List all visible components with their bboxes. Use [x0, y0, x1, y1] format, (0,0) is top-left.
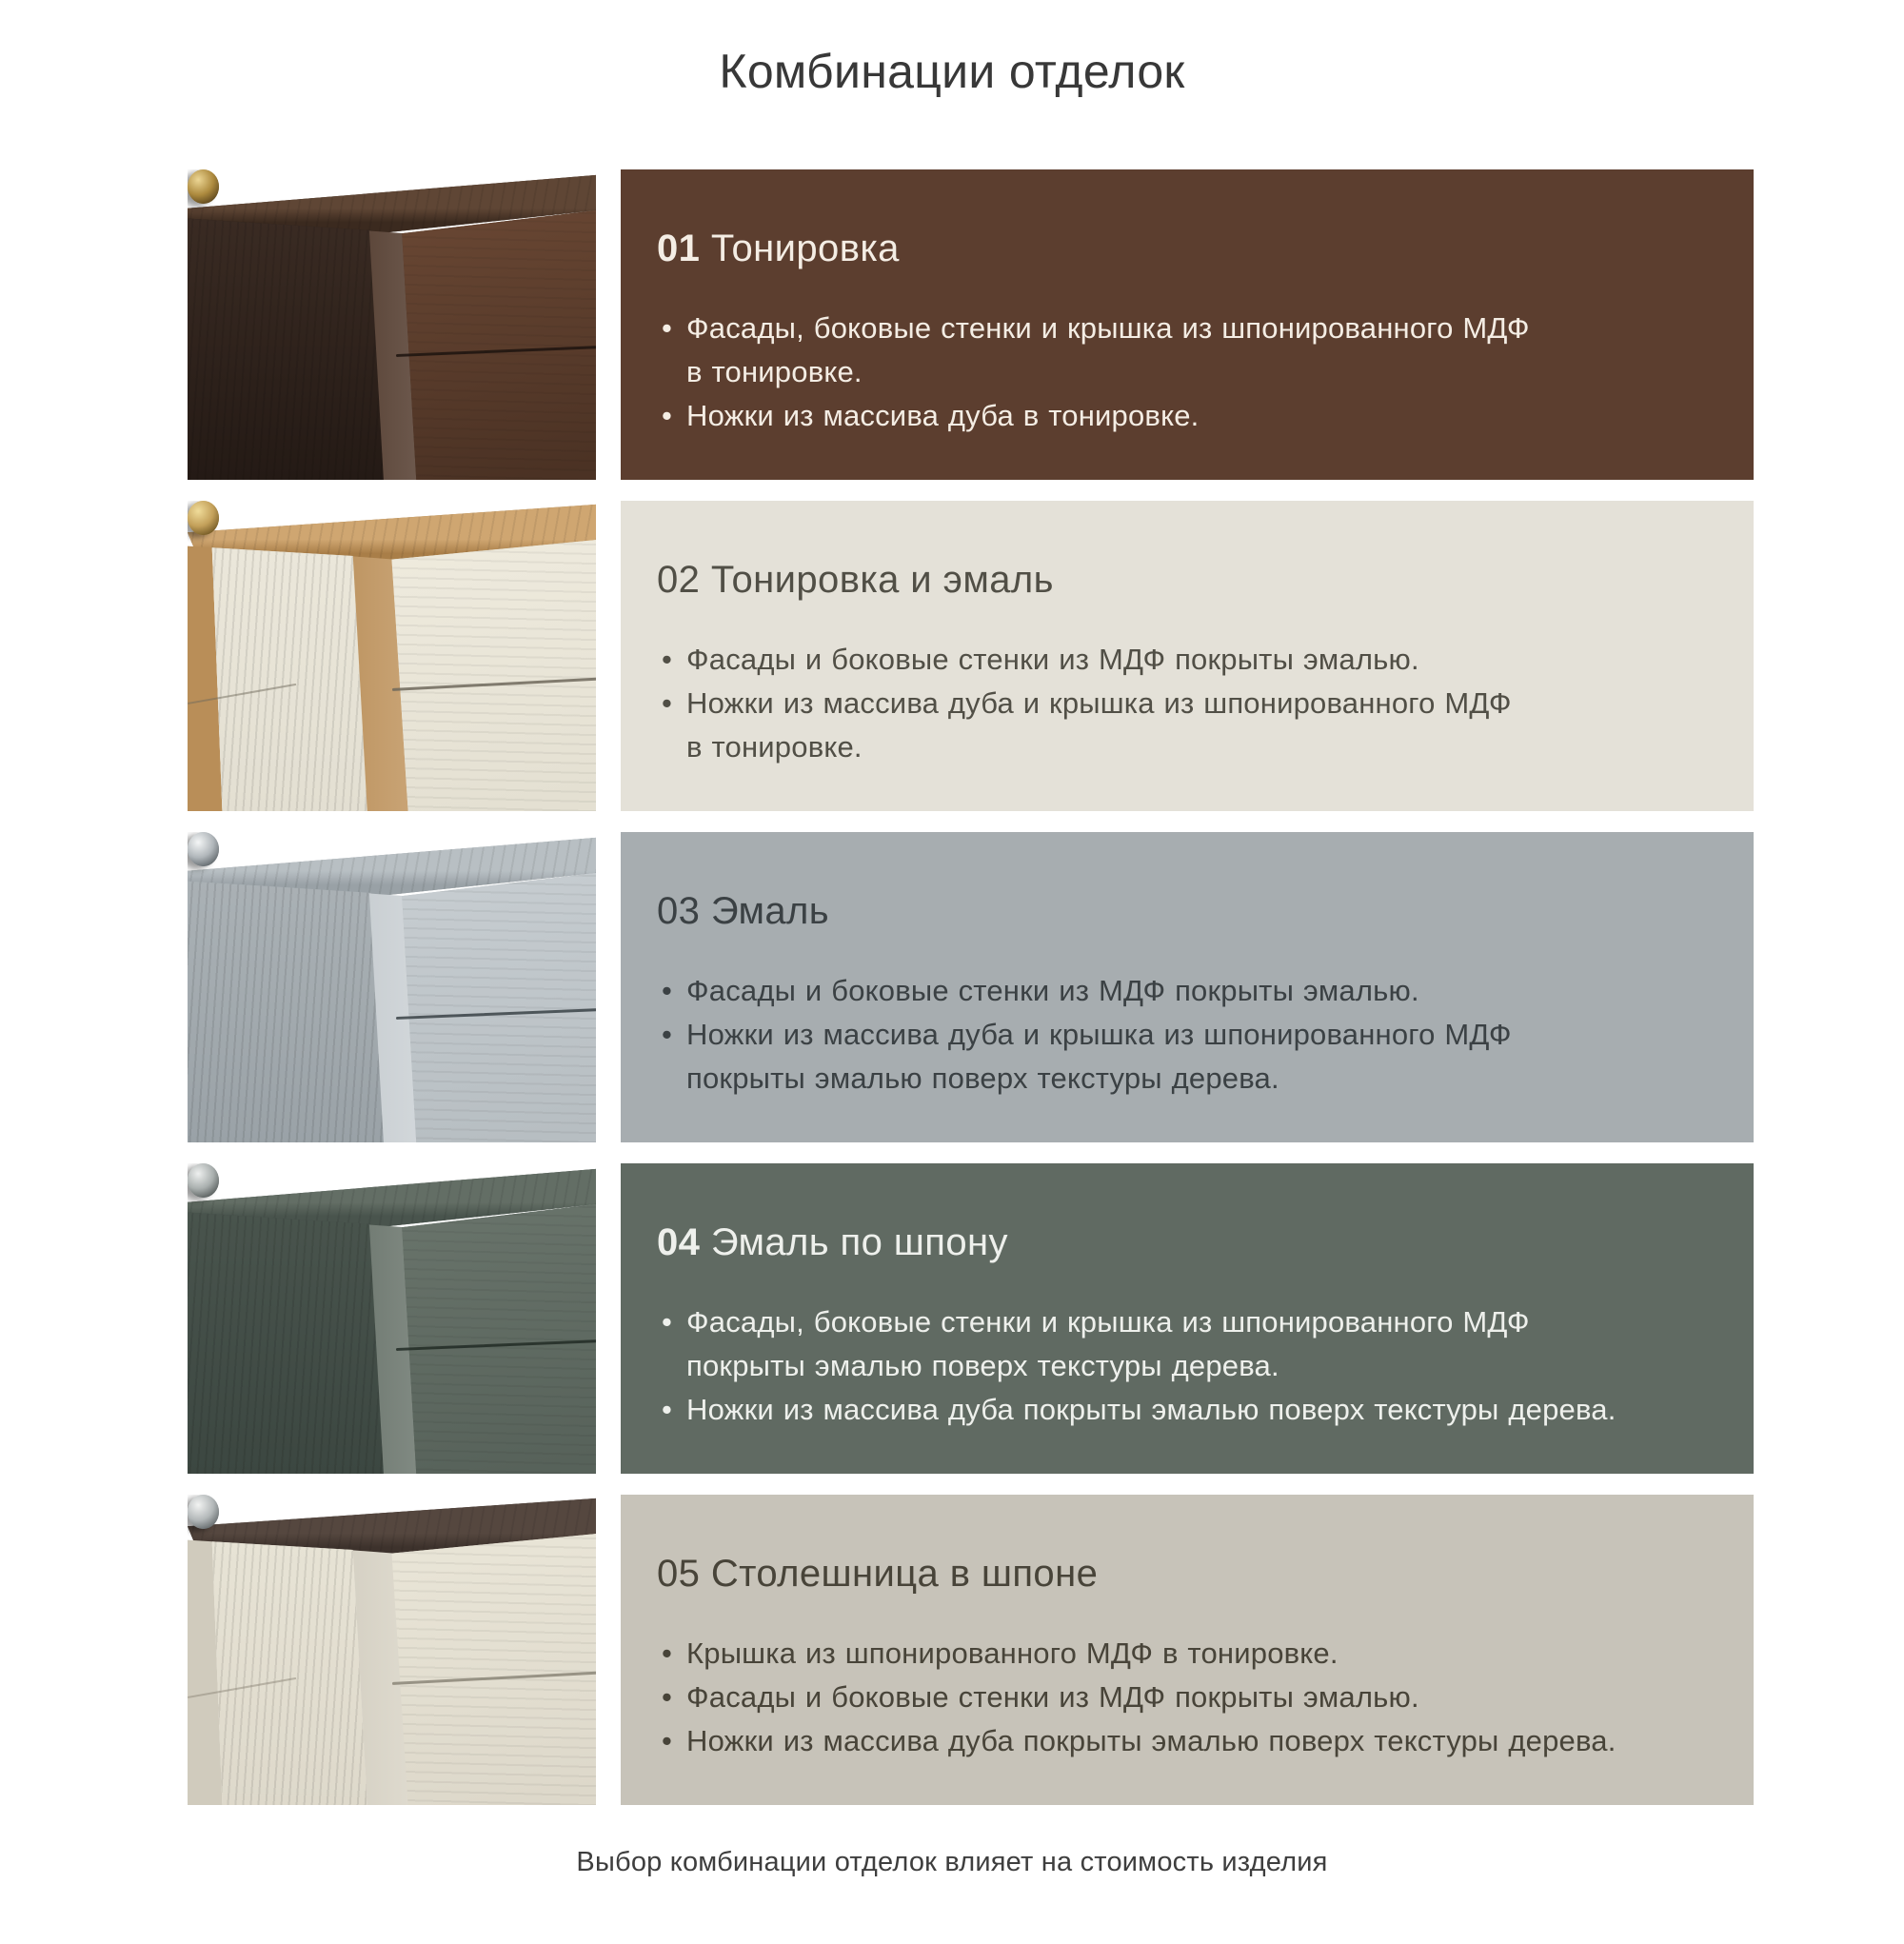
finish-detail-line: покрыты эмалью поверх текстуры дерева.	[686, 1061, 1279, 1095]
finish-details	[657, 638, 1716, 769]
finish-details	[657, 1300, 1716, 1432]
finish-panel	[621, 832, 1754, 1142]
finish-number: 05	[657, 1553, 701, 1595]
finish-name: Тонировка и эмаль	[710, 559, 1054, 601]
finish-panel	[621, 1495, 1754, 1805]
finish-details	[657, 969, 1716, 1101]
dresser-photo	[188, 501, 596, 811]
drawer-knob	[188, 501, 219, 535]
finish-detail-line: • Фасады, боковые стенки и крышка из шпонированного МДФ	[686, 311, 1530, 345]
finish-rows	[188, 169, 1904, 1805]
finish-detail-line: • Фасады, боковые стенки и крышка из шпонированного МДФ	[686, 1305, 1530, 1339]
bullet-item	[657, 969, 1716, 1013]
finish-details	[657, 307, 1716, 438]
finish-detail-line: в тонировке.	[686, 355, 863, 388]
bullet-item	[657, 1300, 1716, 1388]
bullet-item	[657, 1719, 1716, 1763]
finish-number: 02	[657, 559, 701, 601]
finish-row	[188, 169, 1904, 480]
finish-heading	[657, 1219, 1716, 1266]
finish-detail-line: • Крышка из шпонированного МДФ в тонировке.	[686, 1637, 1339, 1670]
bullet-item	[657, 638, 1716, 682]
page-title: Комбинации отделок	[719, 45, 1185, 98]
drawer-knob	[188, 1495, 219, 1529]
finish-row	[188, 832, 1904, 1142]
drawer-knob	[188, 1163, 219, 1198]
finish-number: 01	[657, 228, 701, 269]
dresser-photo	[188, 1495, 596, 1805]
bullet-item	[657, 307, 1716, 394]
finish-heading	[657, 1550, 1716, 1597]
finish-detail-line: • Ножки из массива дуба покрыты эмалью поверх текстуры дерева.	[686, 1724, 1616, 1757]
finish-detail-line: • Фасады и боковые стенки из МДФ покрыты эмалью.	[686, 643, 1419, 676]
dresser-photo	[188, 832, 596, 1142]
finish-panel	[621, 1163, 1754, 1474]
finish-detail-line: • Ножки из массива дуба покрыты эмалью поверх текстуры дерева.	[686, 1393, 1616, 1426]
finish-detail-line: • Ножки из массива дуба и крышка из шпонированного МДФ	[686, 1018, 1512, 1051]
dresser-photo	[188, 169, 596, 480]
bullet-item	[657, 1632, 1716, 1676]
finish-panel	[621, 501, 1754, 811]
bullet-item	[657, 1388, 1716, 1432]
finish-heading	[657, 887, 1716, 935]
finish-detail-line: • Фасады и боковые стенки из МДФ покрыты эмалью.	[686, 1680, 1419, 1714]
finish-detail-line: в тонировке.	[686, 730, 863, 764]
finish-detail-line: • Фасады и боковые стенки из МДФ покрыты эмалью.	[686, 974, 1419, 1007]
finish-name: Столешница в шпоне	[710, 1553, 1099, 1595]
finish-row	[188, 1163, 1904, 1474]
bullet-item	[657, 682, 1716, 769]
drawer-knob	[188, 832, 219, 866]
finish-panel	[621, 169, 1754, 480]
bullet-item	[657, 1013, 1716, 1101]
bullet-item	[657, 1676, 1716, 1719]
dresser-photo	[188, 1163, 596, 1474]
finish-row	[188, 501, 1904, 811]
drawer-knob	[188, 169, 219, 204]
finish-number: 03	[657, 890, 701, 932]
finish-detail-line: • Ножки из массива дуба и крышка из шпонированного МДФ	[686, 686, 1512, 720]
finish-name: Эмаль по шпону	[710, 1221, 1008, 1263]
finish-heading	[657, 556, 1716, 604]
finish-details	[657, 1632, 1716, 1763]
finish-detail-line: • Ножки из массива дуба в тонировке.	[686, 399, 1200, 432]
bullet-item	[657, 394, 1716, 438]
finish-name: Эмаль	[710, 890, 830, 932]
finish-number: 04	[657, 1221, 701, 1263]
footnote: Выбор комбинации отделок влияет на стоимость изделия	[576, 1847, 1328, 1877]
finish-row	[188, 1495, 1904, 1805]
finish-heading	[657, 225, 1716, 272]
finish-name: Тонировка	[710, 228, 900, 269]
finish-detail-line: покрыты эмалью поверх текстуры дерева.	[686, 1349, 1279, 1382]
